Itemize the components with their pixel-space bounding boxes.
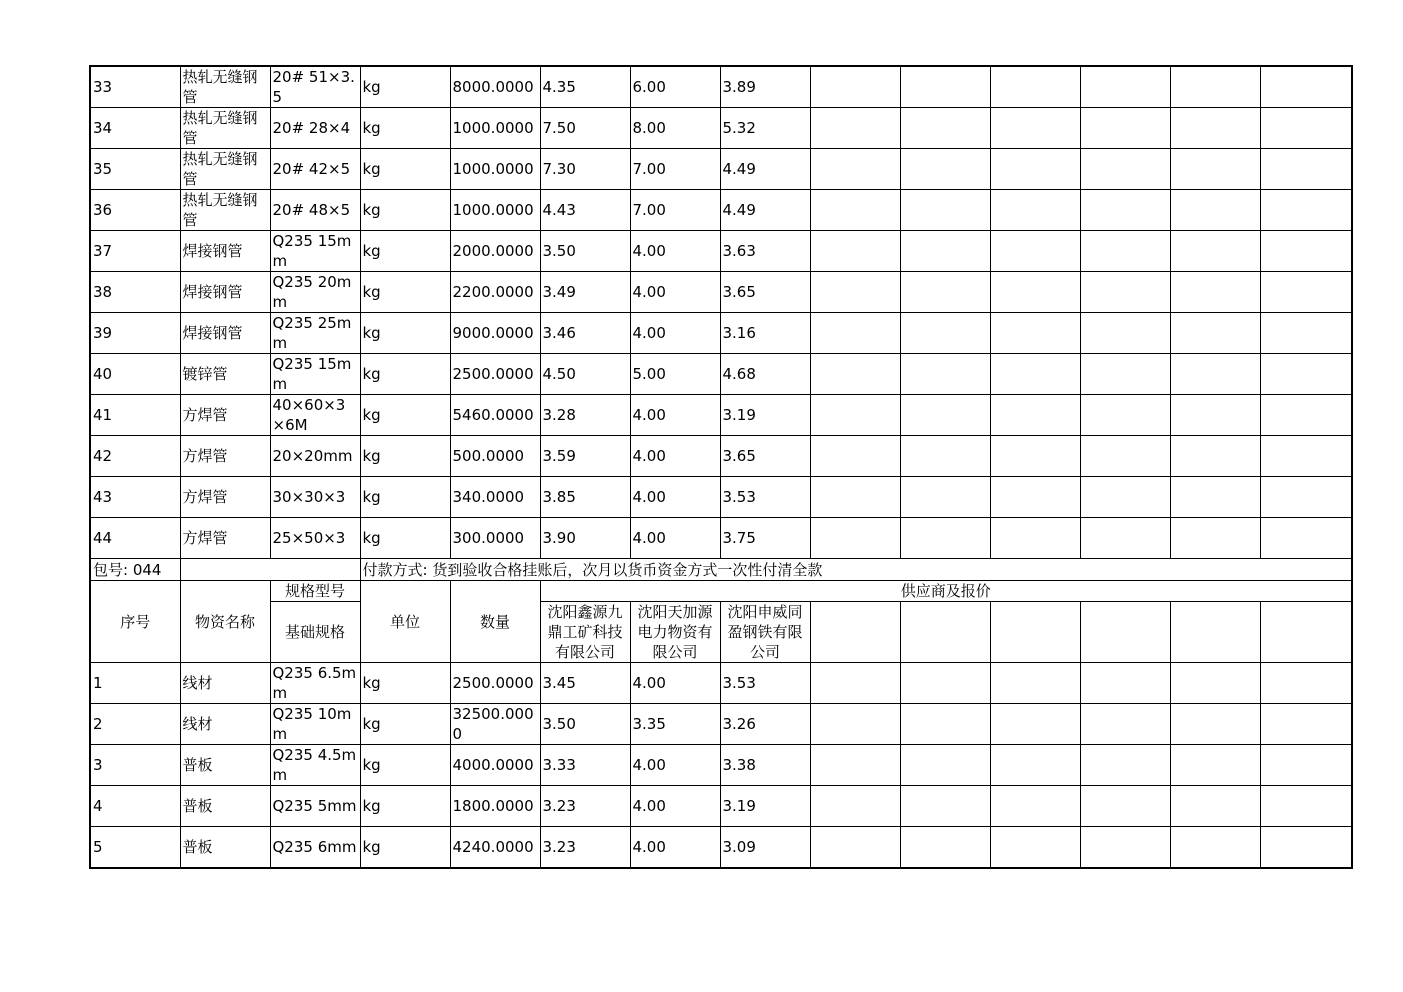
empty-price-cell [1080, 663, 1170, 704]
empty-price-cell [1260, 704, 1352, 745]
price-supplier-3: 3.65 [720, 272, 810, 313]
item-quantity: 1000.0000 [450, 108, 540, 149]
empty-price-cell [900, 704, 990, 745]
empty-price-cell [900, 190, 990, 231]
table-row [90, 704, 1352, 745]
row-number: 38 [90, 272, 180, 313]
item-name: 方焊管 [180, 395, 270, 436]
item-unit: kg [360, 477, 450, 518]
empty-price-cell [810, 518, 900, 559]
empty-price-cell [990, 436, 1080, 477]
empty-price-cell [1080, 66, 1170, 108]
empty-price-cell [1260, 786, 1352, 827]
item-name: 方焊管 [180, 477, 270, 518]
empty-price-cell [1080, 313, 1170, 354]
table-row [90, 477, 1352, 518]
price-supplier-1: 3.90 [540, 518, 630, 559]
item-spec: 20# 28×4 [270, 108, 360, 149]
price-supplier-2: 6.00 [630, 66, 720, 108]
empty-price-cell [1170, 395, 1260, 436]
item-name: 线材 [180, 704, 270, 745]
row-number: 36 [90, 190, 180, 231]
item-unit: kg [360, 190, 450, 231]
table-row [90, 436, 1352, 477]
row-number: 34 [90, 108, 180, 149]
table-row [90, 518, 1352, 559]
empty-price-cell [1170, 354, 1260, 395]
empty-price-cell [810, 395, 900, 436]
item-unit: kg [360, 827, 450, 869]
item-name: 方焊管 [180, 436, 270, 477]
empty-price-cell [1170, 663, 1260, 704]
row-number: 5 [90, 827, 180, 869]
header-name: 物资名称 [180, 581, 270, 663]
price-supplier-1: 4.35 [540, 66, 630, 108]
empty-price-cell [1170, 436, 1260, 477]
empty-price-cell [900, 786, 990, 827]
price-supplier-1: 4.50 [540, 354, 630, 395]
empty-price-cell [900, 313, 990, 354]
item-unit: kg [360, 149, 450, 190]
empty-price-cell [1260, 827, 1352, 869]
empty-price-cell [1260, 66, 1352, 108]
empty-price-cell [990, 66, 1080, 108]
empty-price-cell [990, 477, 1080, 518]
item-quantity: 5460.0000 [450, 395, 540, 436]
item-unit: kg [360, 786, 450, 827]
item-quantity: 2500.0000 [450, 354, 540, 395]
row-number: 4 [90, 786, 180, 827]
empty-price-cell [1260, 231, 1352, 272]
empty-price-cell [1170, 518, 1260, 559]
table-row [90, 663, 1352, 704]
empty-price-cell [1260, 395, 1352, 436]
empty-price-cell [1260, 272, 1352, 313]
empty-price-cell [1260, 518, 1352, 559]
row-number: 42 [90, 436, 180, 477]
row-number: 37 [90, 231, 180, 272]
empty-price-cell [990, 704, 1080, 745]
table-row [90, 313, 1352, 354]
empty-price-cell [900, 745, 990, 786]
price-supplier-2: 4.00 [630, 745, 720, 786]
item-name: 热轧无缝钢管 [180, 108, 270, 149]
price-supplier-3: 3.65 [720, 436, 810, 477]
item-spec: 20# 51×3.5 [270, 66, 360, 108]
item-unit: kg [360, 663, 450, 704]
empty-price-cell [810, 354, 900, 395]
item-quantity: 4000.0000 [450, 745, 540, 786]
package-header [90, 559, 1352, 663]
empty-price-cell [1170, 704, 1260, 745]
price-supplier-2: 4.00 [630, 313, 720, 354]
item-spec: Q235 20mm [270, 272, 360, 313]
empty-price-cell [810, 745, 900, 786]
item-quantity: 1800.0000 [450, 786, 540, 827]
package-number: 包号: 044 [90, 559, 180, 581]
table-row [90, 149, 1352, 190]
item-unit: kg [360, 395, 450, 436]
empty-price-cell [810, 108, 900, 149]
item-quantity: 4240.0000 [450, 827, 540, 869]
empty-price-cell [1080, 108, 1170, 149]
empty-price-cell [990, 745, 1080, 786]
supplier-empty [810, 602, 900, 663]
price-supplier-2: 3.35 [630, 704, 720, 745]
item-unit: kg [360, 108, 450, 149]
price-supplier-3: 3.63 [720, 231, 810, 272]
item-spec: Q235 5mm [270, 786, 360, 827]
item-name: 焊接钢管 [180, 313, 270, 354]
price-supplier-2: 4.00 [630, 827, 720, 869]
empty-price-cell [900, 827, 990, 869]
price-supplier-2: 4.00 [630, 272, 720, 313]
empty-price-cell [990, 313, 1080, 354]
blank-cell [180, 559, 360, 581]
item-spec: Q235 25mm [270, 313, 360, 354]
item-spec: 30×30×3 [270, 477, 360, 518]
price-supplier-3: 3.09 [720, 827, 810, 869]
item-spec: Q235 4.5mm [270, 745, 360, 786]
price-supplier-2: 8.00 [630, 108, 720, 149]
table-row [90, 272, 1352, 313]
item-quantity: 1000.0000 [450, 149, 540, 190]
empty-price-cell [1080, 786, 1170, 827]
row-number: 2 [90, 704, 180, 745]
price-supplier-2: 4.00 [630, 436, 720, 477]
header-suppliers: 供应商及报价 [540, 581, 1352, 602]
price-supplier-1: 3.28 [540, 395, 630, 436]
price-supplier-2: 5.00 [630, 354, 720, 395]
price-supplier-3: 3.38 [720, 745, 810, 786]
empty-price-cell [810, 231, 900, 272]
empty-price-cell [1080, 477, 1170, 518]
empty-price-cell [1170, 272, 1260, 313]
supplier-empty [1080, 602, 1170, 663]
empty-price-cell [810, 149, 900, 190]
empty-price-cell [1080, 231, 1170, 272]
price-supplier-1: 4.43 [540, 190, 630, 231]
supplier-empty [990, 602, 1080, 663]
empty-price-cell [900, 149, 990, 190]
item-quantity: 2000.0000 [450, 231, 540, 272]
item-name: 线材 [180, 663, 270, 704]
header-seq: 序号 [90, 581, 180, 663]
price-supplier-1: 3.23 [540, 827, 630, 869]
price-supplier-1: 3.50 [540, 704, 630, 745]
item-quantity: 2200.0000 [450, 272, 540, 313]
item-spec: 20×20mm [270, 436, 360, 477]
item-unit: kg [360, 354, 450, 395]
item-quantity: 340.0000 [450, 477, 540, 518]
item-unit: kg [360, 518, 450, 559]
empty-price-cell [1260, 313, 1352, 354]
supplier-empty [1260, 602, 1352, 663]
row-number: 1 [90, 663, 180, 704]
price-supplier-1: 3.59 [540, 436, 630, 477]
price-supplier-3: 3.26 [720, 704, 810, 745]
row-number: 40 [90, 354, 180, 395]
empty-price-cell [1260, 354, 1352, 395]
empty-price-cell [1170, 66, 1260, 108]
empty-price-cell [1170, 827, 1260, 869]
header-unit: 单位 [360, 581, 450, 663]
item-spec: Q235 6.5mm [270, 663, 360, 704]
row-number: 41 [90, 395, 180, 436]
table-row [90, 395, 1352, 436]
table-row [90, 827, 1352, 869]
price-supplier-2: 7.00 [630, 190, 720, 231]
empty-price-cell [990, 395, 1080, 436]
empty-price-cell [990, 231, 1080, 272]
supplier-empty [1170, 602, 1260, 663]
empty-price-cell [900, 395, 990, 436]
item-unit: kg [360, 231, 450, 272]
empty-price-cell [1170, 231, 1260, 272]
item-unit: kg [360, 272, 450, 313]
empty-price-cell [810, 663, 900, 704]
payment-terms: 付款方式: 货到验收合格挂账后，次月以货币资金方式一次性付清全款 [360, 559, 1352, 581]
empty-price-cell [990, 149, 1080, 190]
empty-price-cell [1080, 272, 1170, 313]
empty-price-cell [1170, 477, 1260, 518]
item-unit: kg [360, 745, 450, 786]
price-comparison-table [89, 65, 1353, 869]
price-supplier-3: 3.75 [720, 518, 810, 559]
item-unit: kg [360, 704, 450, 745]
price-supplier-1: 3.33 [540, 745, 630, 786]
item-unit: kg [360, 436, 450, 477]
empty-price-cell [900, 477, 990, 518]
supplier-1: 沈阳鑫源九鼎工矿科技有限公司 [540, 602, 630, 663]
empty-price-cell [900, 354, 990, 395]
empty-price-cell [810, 827, 900, 869]
price-supplier-1: 3.45 [540, 663, 630, 704]
empty-price-cell [1170, 313, 1260, 354]
price-supplier-1: 7.30 [540, 149, 630, 190]
empty-price-cell [810, 436, 900, 477]
empty-price-cell [1080, 745, 1170, 786]
row-number: 35 [90, 149, 180, 190]
item-name: 方焊管 [180, 518, 270, 559]
empty-price-cell [900, 231, 990, 272]
item-name: 焊接钢管 [180, 231, 270, 272]
empty-price-cell [1260, 477, 1352, 518]
item-quantity: 300.0000 [450, 518, 540, 559]
item-name: 普板 [180, 745, 270, 786]
empty-price-cell [810, 704, 900, 745]
item-name: 焊接钢管 [180, 272, 270, 313]
empty-price-cell [1170, 149, 1260, 190]
row-number: 43 [90, 477, 180, 518]
item-name: 热轧无缝钢管 [180, 190, 270, 231]
item-quantity: 9000.0000 [450, 313, 540, 354]
price-supplier-1: 3.49 [540, 272, 630, 313]
table-row [90, 745, 1352, 786]
item-spec: 20# 42×5 [270, 149, 360, 190]
empty-price-cell [1170, 745, 1260, 786]
empty-price-cell [990, 663, 1080, 704]
item-quantity: 2500.0000 [450, 663, 540, 704]
empty-price-cell [1260, 149, 1352, 190]
item-quantity: 8000.0000 [450, 66, 540, 108]
empty-price-cell [1260, 436, 1352, 477]
header-spec: 基础规格 [270, 602, 360, 663]
table-row [90, 354, 1352, 395]
empty-price-cell [990, 827, 1080, 869]
item-spec: 25×50×3 [270, 518, 360, 559]
item-quantity: 500.0000 [450, 436, 540, 477]
empty-price-cell [1170, 190, 1260, 231]
table-row [90, 786, 1352, 827]
empty-price-cell [1080, 190, 1170, 231]
empty-price-cell [810, 313, 900, 354]
empty-price-cell [900, 518, 990, 559]
top-rows [90, 66, 1352, 559]
price-supplier-2: 4.00 [630, 477, 720, 518]
price-supplier-2: 4.00 [630, 231, 720, 272]
supplier-3: 沈阳申威同盈钢铁有限公司 [720, 602, 810, 663]
empty-price-cell [1170, 108, 1260, 149]
bottom-rows [90, 663, 1352, 869]
empty-price-cell [990, 786, 1080, 827]
empty-price-cell [900, 272, 990, 313]
table-row [90, 66, 1352, 108]
price-supplier-3: 5.32 [720, 108, 810, 149]
empty-price-cell [900, 663, 990, 704]
empty-price-cell [900, 436, 990, 477]
item-spec: Q235 15mm [270, 231, 360, 272]
price-supplier-2: 4.00 [630, 663, 720, 704]
price-supplier-3: 3.19 [720, 395, 810, 436]
item-spec: 20# 48×5 [270, 190, 360, 231]
supplier-empty [900, 602, 990, 663]
header-spec-group: 规格型号 [270, 581, 360, 602]
row-number: 39 [90, 313, 180, 354]
item-spec: Q235 6mm [270, 827, 360, 869]
row-number: 3 [90, 745, 180, 786]
empty-price-cell [1080, 704, 1170, 745]
empty-price-cell [1080, 395, 1170, 436]
empty-price-cell [1080, 354, 1170, 395]
empty-price-cell [900, 66, 990, 108]
empty-price-cell [1080, 518, 1170, 559]
price-supplier-1: 3.23 [540, 786, 630, 827]
table-row [90, 231, 1352, 272]
item-name: 热轧无缝钢管 [180, 149, 270, 190]
item-name: 热轧无缝钢管 [180, 66, 270, 108]
empty-price-cell [1080, 436, 1170, 477]
empty-price-cell [810, 477, 900, 518]
price-supplier-2: 7.00 [630, 149, 720, 190]
price-supplier-1: 3.50 [540, 231, 630, 272]
empty-price-cell [810, 190, 900, 231]
empty-price-cell [990, 190, 1080, 231]
price-supplier-2: 4.00 [630, 395, 720, 436]
empty-price-cell [1170, 786, 1260, 827]
empty-price-cell [990, 108, 1080, 149]
item-quantity: 32500.0000 [450, 704, 540, 745]
empty-price-cell [1260, 190, 1352, 231]
empty-price-cell [1260, 108, 1352, 149]
price-supplier-3: 3.19 [720, 786, 810, 827]
supplier-2: 沈阳天加源电力物资有限公司 [630, 602, 720, 663]
item-name: 镀锌管 [180, 354, 270, 395]
item-spec: 40×60×3×6M [270, 395, 360, 436]
empty-price-cell [810, 272, 900, 313]
item-unit: kg [360, 313, 450, 354]
item-name: 普板 [180, 786, 270, 827]
price-supplier-1: 7.50 [540, 108, 630, 149]
row-number: 33 [90, 66, 180, 108]
price-supplier-3: 3.53 [720, 477, 810, 518]
empty-price-cell [810, 66, 900, 108]
price-supplier-3: 3.89 [720, 66, 810, 108]
empty-price-cell [990, 354, 1080, 395]
table-row [90, 108, 1352, 149]
empty-price-cell [1080, 827, 1170, 869]
item-name: 普板 [180, 827, 270, 869]
row-number: 44 [90, 518, 180, 559]
item-spec: Q235 15mm [270, 354, 360, 395]
price-supplier-3: 4.49 [720, 190, 810, 231]
price-supplier-2: 4.00 [630, 786, 720, 827]
item-spec: Q235 10mm [270, 704, 360, 745]
header-qty: 数量 [450, 581, 540, 663]
price-supplier-1: 3.85 [540, 477, 630, 518]
empty-price-cell [1260, 663, 1352, 704]
empty-price-cell [900, 108, 990, 149]
price-supplier-1: 3.46 [540, 313, 630, 354]
empty-price-cell [1260, 745, 1352, 786]
empty-price-cell [990, 518, 1080, 559]
empty-price-cell [1080, 149, 1170, 190]
price-supplier-3: 3.16 [720, 313, 810, 354]
price-supplier-3: 3.53 [720, 663, 810, 704]
empty-price-cell [810, 786, 900, 827]
price-supplier-2: 4.00 [630, 518, 720, 559]
item-quantity: 1000.0000 [450, 190, 540, 231]
empty-price-cell [990, 272, 1080, 313]
price-supplier-3: 4.49 [720, 149, 810, 190]
item-unit: kg [360, 66, 450, 108]
price-supplier-3: 4.68 [720, 354, 810, 395]
table-row [90, 190, 1352, 231]
